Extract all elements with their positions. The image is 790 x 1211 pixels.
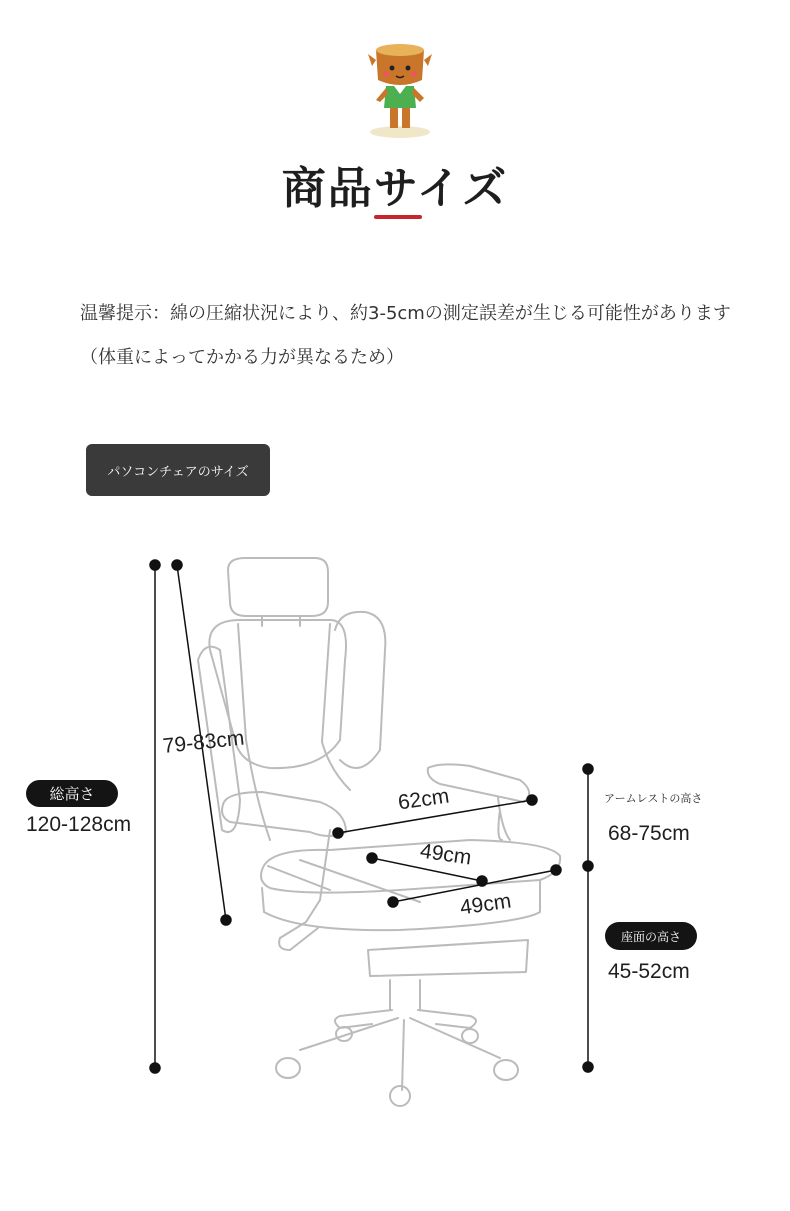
seat-width-value: 62cm bbox=[396, 784, 451, 815]
section-badge: パソコンチェアのサイズ bbox=[86, 444, 270, 496]
notice-text bbox=[80, 292, 731, 380]
total-height-label: 総高さ bbox=[26, 780, 118, 807]
notice-line-2: （体重によってかかる力が異なるため） bbox=[80, 347, 404, 368]
tree-stump-mascot-icon bbox=[362, 40, 438, 140]
armrest-height-label: アームレストの高さ bbox=[604, 792, 703, 805]
seat-depth-value: 49cm bbox=[418, 839, 473, 870]
title-underline bbox=[374, 215, 422, 219]
armrest-height-value: 68-75cm bbox=[608, 822, 690, 845]
back-height-value: 79-83cm bbox=[161, 726, 246, 758]
dimension-lines bbox=[150, 560, 593, 1073]
page-title: 商品サイズ bbox=[281, 163, 509, 214]
seat-depth-value-2: 49cm bbox=[458, 889, 513, 920]
seat-height-value: 45-52cm bbox=[608, 960, 690, 983]
notice-line-1: 温馨提示：綿の圧縮状況により、約3-5cmの測定誤差が生じる可能性があります bbox=[80, 303, 731, 324]
chair-outline bbox=[198, 558, 560, 1106]
total-height-value: 120-128cm bbox=[26, 813, 132, 836]
seat-height-label: 座面の高さ bbox=[605, 922, 697, 950]
